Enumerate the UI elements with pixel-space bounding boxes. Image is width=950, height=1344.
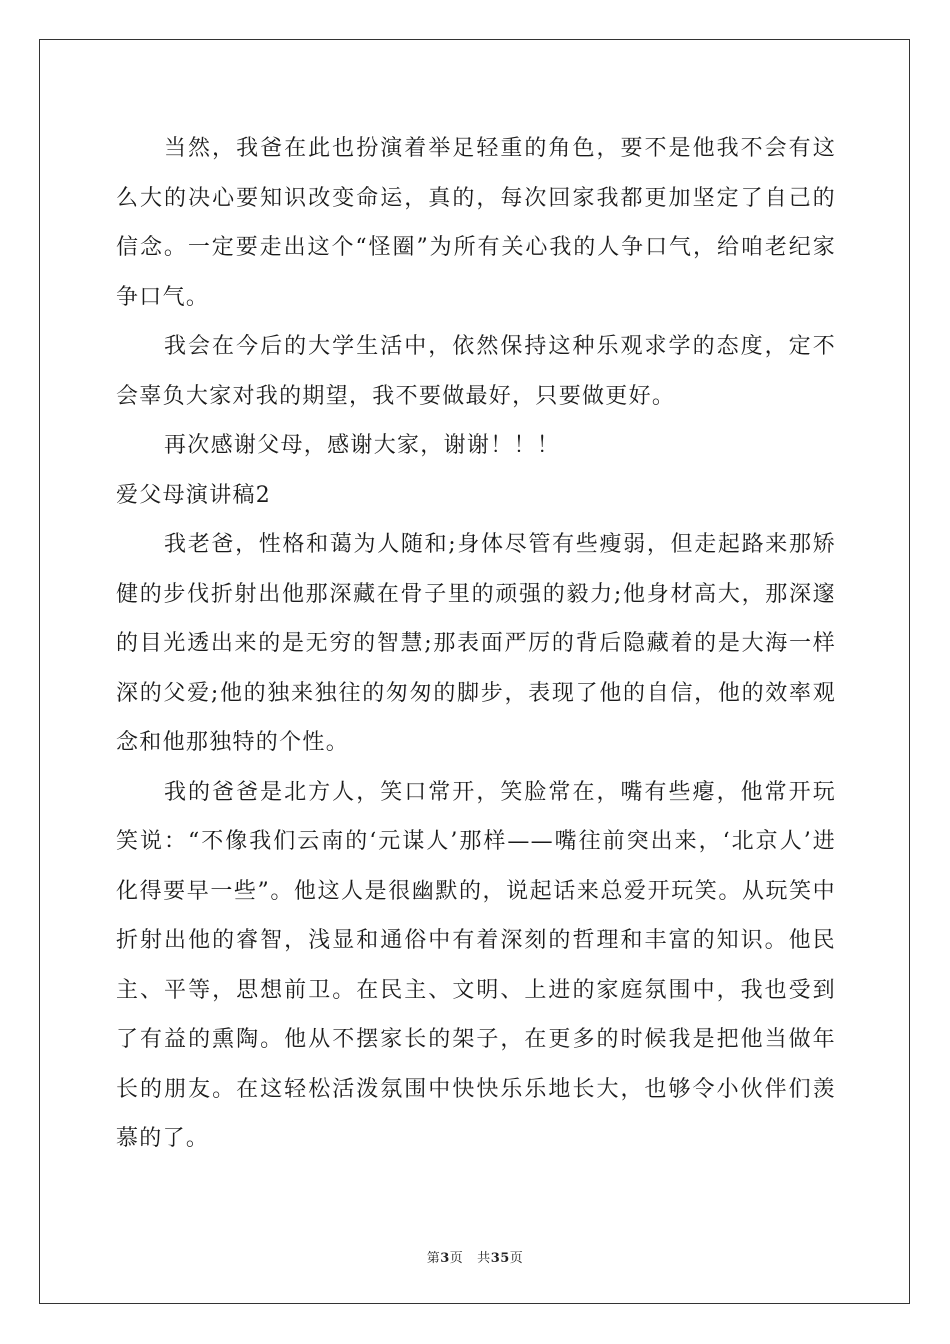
footer-page-suffix: 页 [449, 1251, 464, 1266]
footer-total-suffix: 页 [509, 1251, 524, 1266]
footer-prefix: 第 [426, 1251, 441, 1266]
footer-total-prefix: 共 [477, 1251, 491, 1266]
paragraph: 我会在今后的大学生活中，依然保持这种乐观求学的态度，定不会辜负大家对我的期望，我不要做最好，只要做更好。 [116, 334, 836, 409]
current-page-number: 3 [440, 1251, 450, 1266]
page-footer [0, 1247, 950, 1266]
paragraph: 我的爸爸是北方人，笑口常开，笑脸常在，嘴有些瘪，他常开玩笑说：“不像我们云南的‘元谋人’那样——嘴往前突出来，‘北京人’进化得要早一些”。他这人是很幽默的，说起话来总爱开玩笑。从玩笑中折射出他的睿智，浅显和通俗中有着深刻的哲理和丰富的知识。他民主、平等，思想前卫。在民主、文明、上进的家庭氛围中，我也受到了有益的熏陶。他从不摆家长的架子，在更多的时候我是把他当做年长的朋友。在这轻松活泼氛围中快快乐乐地长大，也够令小伙伴们羡慕的了。 [116, 779, 836, 1151]
paragraph: 再次感谢父母，感谢大家，谢谢！！！ [164, 433, 561, 458]
section-title: 爱父母演讲稿2 [116, 482, 272, 508]
paragraph: 当然，我爸在此也扮演着举足轻重的角色，要不是他我不会有这么大的决心要知识改变命运，真的，每次回家我都更加坚定了自己的信念。一定要走出这个“怪圈”为所有关心我的人争口气，给咱老纪家争口气。 [116, 136, 836, 310]
document-body [116, 124, 836, 1164]
total-page-count: 35 [490, 1251, 510, 1266]
paragraph: 我老爸，性格和蔼为人随和;身体尽管有些瘦弱，但走起路来那矫健的步伐折射出他那深藏在骨子里的顽强的毅力;他身材高大，那深邃的目光透出来的是无穷的智慧;那表面严厉的背后隐藏着的是大海一样深的父爱;他的独来独往的匆匆的脚步，表现了他的自信，他的效率观念和他那独特的个性。 [116, 532, 836, 755]
